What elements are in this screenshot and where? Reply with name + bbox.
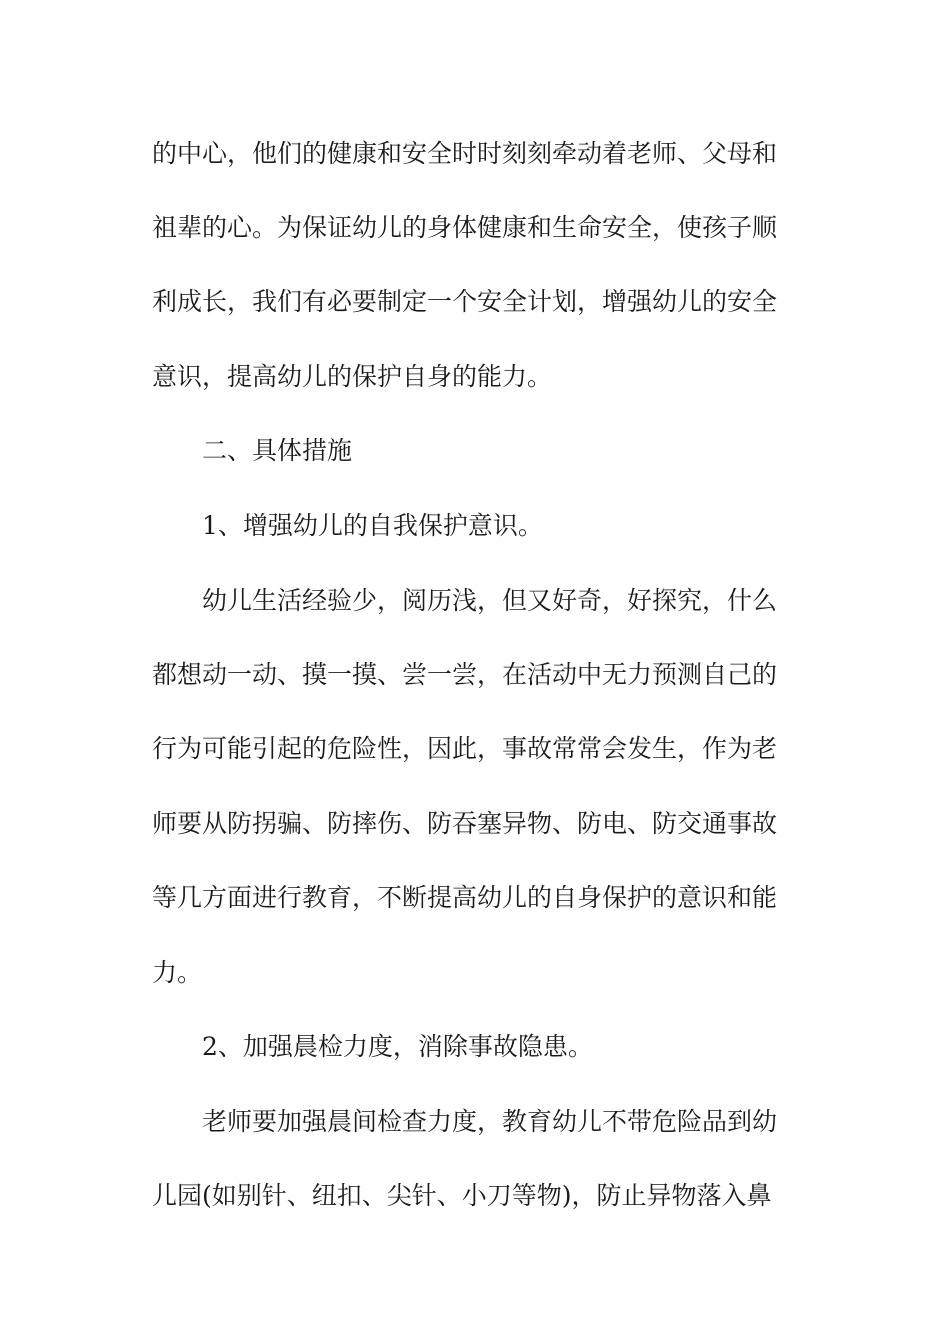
text-line: 祖辈的心。为保证幼儿的身体健康和生命安全，使孩子顺 [152,213,778,242]
text-line: 等几方面进行教育，不断提高幼儿的自身保护的意识和能 [152,883,778,912]
subsection-heading: 2、加强晨检力度，消除事故隐患。 [202,1032,593,1061]
text-line: 利成长，我们有必要制定一个安全计划，增强幼儿的安全 [152,287,778,316]
text-line: 师要从防拐骗、防摔伤、防吞塞异物、防电、防交通事故 [152,809,778,838]
text-line: 幼儿生活经验少，阅历浅，但又好奇，好探究，什么 [202,586,778,615]
section-heading: 二、具体措施 [202,436,353,465]
text-line: 力。 [152,958,203,987]
text-line: 都想动一动、摸一摸、尝一尝，在活动中无力预测自己的 [152,660,778,689]
text-line: 意识，提高幼儿的保护自身的能力。 [152,362,553,391]
text-line: 行为可能引起的危险性，因此，事故常常会发生，作为老 [152,734,778,763]
subsection-heading: 1、增强幼儿的自我保护意识。 [202,511,543,540]
text-line: 儿园(如别针、纽扣、尖针、小刀等物)，防止异物落入鼻 [152,1181,772,1210]
text-line: 老师要加强晨间检查力度，教育幼儿不带危险品到幼 [202,1107,778,1136]
text-line: 的中心，他们的健康和安全时时刻刻牵动着老师、父母和 [152,139,778,168]
